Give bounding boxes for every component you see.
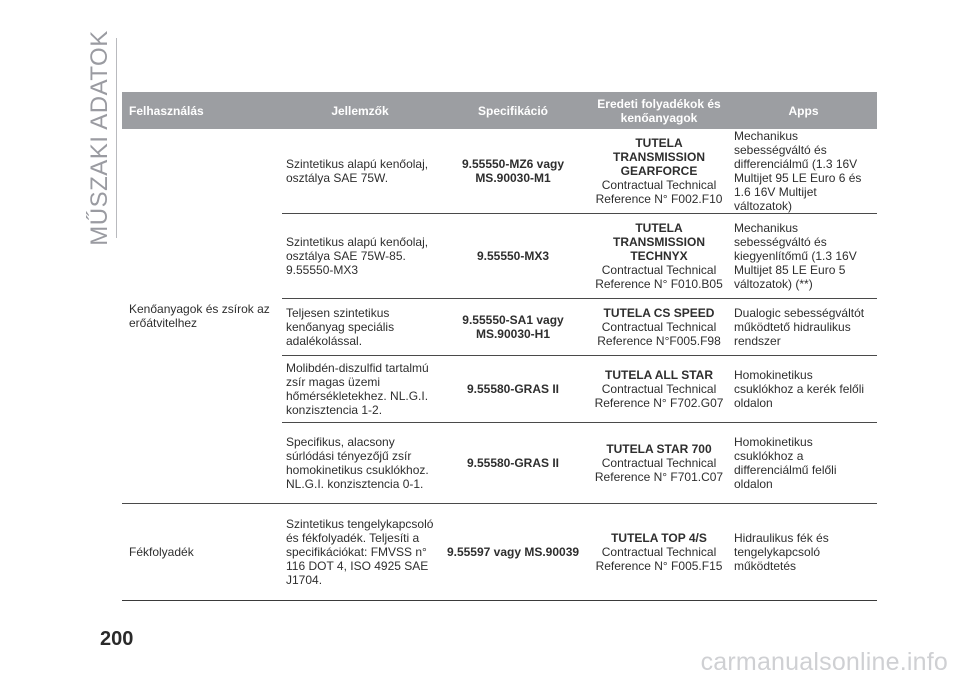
characteristics-cell: Teljesen szintetikus kenőanyag speciális adalékolással. [282, 299, 438, 356]
watermark-text: carmanualsonline.info [700, 648, 948, 676]
usage-cell-brake-fluid: Fékfolyadék [122, 504, 282, 601]
specification-cell: 9.55597 vagy MS.90039 [438, 504, 588, 601]
product-reference: Contractual Technical Reference N° F702.G07 [594, 382, 724, 410]
header-original-fluids: Eredeti folyadékok és kenőanyagok [588, 92, 730, 129]
product-name: TUTELA ALL STAR [605, 368, 713, 382]
specification-cell: 9.55550-MX3 [438, 214, 588, 299]
product-reference: Contractual Technical Reference N° F010.B05 [595, 263, 723, 291]
apps-cell: Hidraulikus fék és tengelykapcsoló működtetés [730, 504, 877, 601]
section-title-rule [116, 38, 117, 238]
original-fluid-cell [588, 504, 730, 601]
specification-cell: 9.55580-GRAS II [438, 423, 588, 504]
page-number: 200 [100, 628, 134, 650]
product-name: TUTELA STAR 700 [606, 442, 712, 456]
characteristics-cell: Molibdén-diszulfid tartalmú zsír magas üzemi hőmérsékletekhez. NL.G.I. konzisztencia 1-2. [282, 356, 438, 423]
apps-cell: Homokinetikus csuklókhoz a differenciálmű felőli oldalon [730, 423, 877, 504]
product-reference: Contractual Technical Reference N° F701.C07 [594, 456, 724, 484]
section-title [83, 30, 117, 246]
table-row [122, 504, 877, 601]
product-reference: Contractual Technical Reference N° F005.F15 [595, 545, 723, 573]
apps-cell: Homokinetikus csuklókhoz a kerék felőli oldalon [730, 356, 877, 423]
product-name: TUTELA TRANSMISSION GEARFORCE [612, 136, 705, 178]
header-specification: Specifikáció [438, 92, 588, 129]
section-title-text: MŰSZAKI ADATOK [86, 30, 113, 246]
table-header-row [122, 92, 877, 129]
apps-cell: Dualogic sebességváltót működtető hidraulikus rendszer [730, 299, 877, 356]
product-name: TUTELA TRANSMISSION TECHNYX [612, 221, 705, 263]
product-name: TUTELA CS SPEED [603, 306, 715, 320]
product-reference: Contractual Technical Reference N° F002.F10 [595, 178, 723, 206]
usage-cell-transmission: Kenőanyagok és zsírok az erőátvitelhez [122, 129, 282, 504]
characteristics-cell: Szintetikus tengelykapcsoló és fékfolyadék. Teljesíti a specifikációkat: FMVSS n° 116 DOT 4, ISO 4925 SAE J1704. [282, 504, 438, 601]
characteristics-cell: Szintetikus alapú kenőolaj, osztálya SAE 75W. [282, 129, 438, 214]
original-fluid-cell [588, 356, 730, 423]
table-row [122, 129, 877, 214]
header-apps: Apps [730, 92, 877, 129]
product-reference: Contractual Technical Reference N°F005.F98 [597, 320, 721, 348]
fluids-spec-table [122, 92, 877, 601]
apps-cell: Mechanikus sebességváltó és differenciálmű (1.3 16V Multijet 95 LE Euro 6 és 1.6 16V Multijet változatok) [730, 129, 877, 214]
apps-cell: Mechanikus sebességváltó és kiegyenlítőmű (1.3 16V Multijet 85 LE Euro 5 változatok) (**) [730, 214, 877, 299]
header-usage: Felhasználás [122, 92, 282, 129]
original-fluid-cell [588, 214, 730, 299]
original-fluid-cell [588, 129, 730, 214]
specification-cell: 9.55550-SA1 vagy MS.90030-H1 [438, 299, 588, 356]
characteristics-cell: Specifikus, alacsony súrlódási tényezőjű zsír homokinetikus csuklókhoz. NL.G.I. konzisztencia 0-1. [282, 423, 438, 504]
specification-cell: 9.55550-MZ6 vagy MS.90030-M1 [438, 129, 588, 214]
original-fluid-cell [588, 423, 730, 504]
header-characteristics: Jellemzők [282, 92, 438, 129]
characteristics-cell: Szintetikus alapú kenőolaj, osztálya SAE 75W-85. 9.55550-MX3 [282, 214, 438, 299]
original-fluid-cell [588, 299, 730, 356]
product-name: TUTELA TOP 4/S [611, 531, 707, 545]
specification-cell: 9.55580-GRAS II [438, 356, 588, 423]
